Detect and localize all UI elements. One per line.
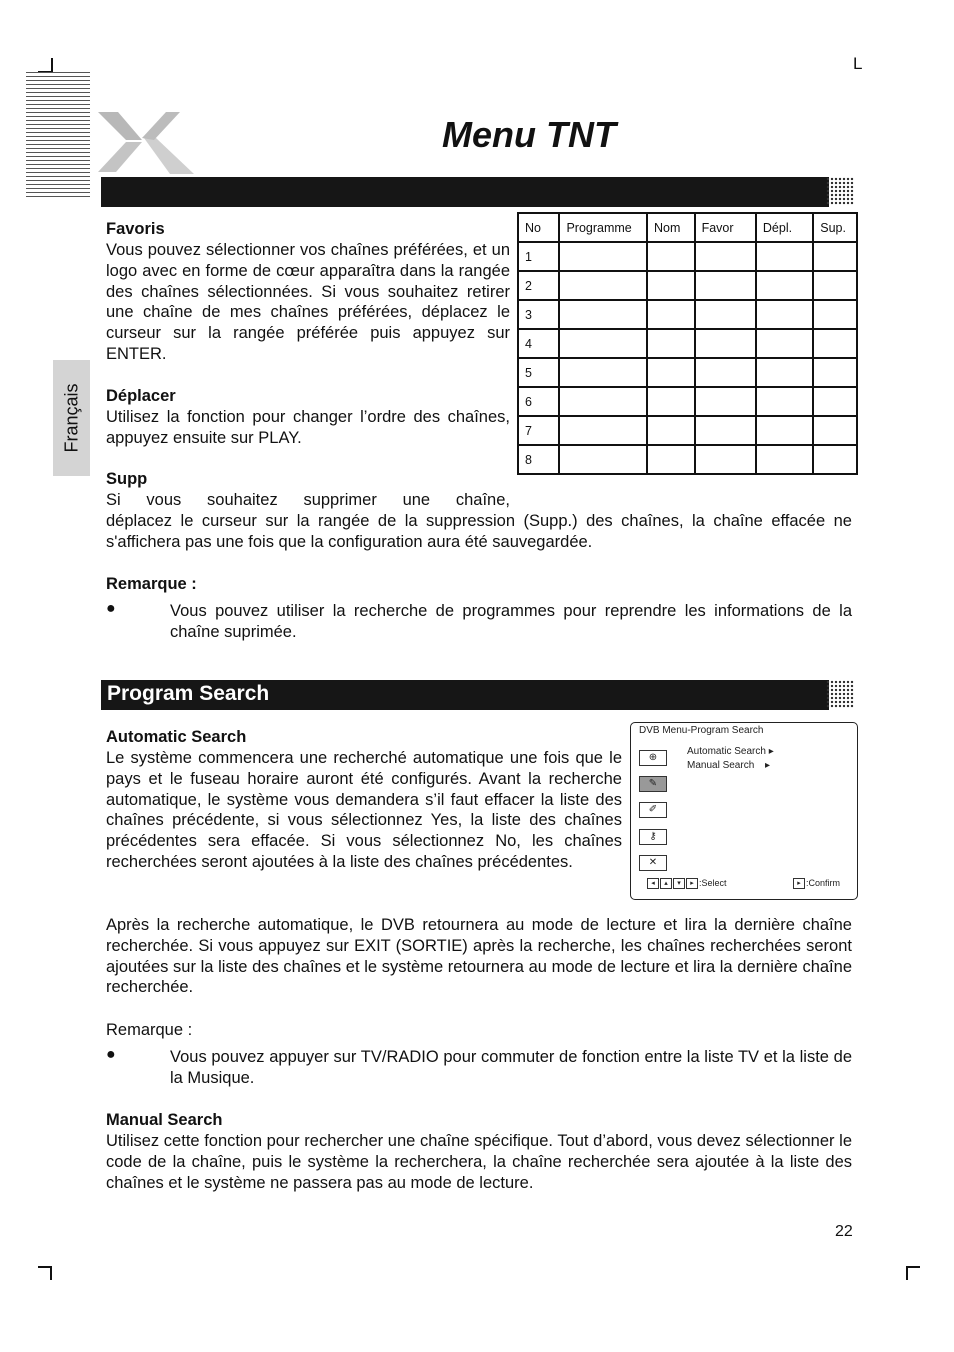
corner-letter: L [853, 54, 863, 73]
deplacer-text: Utilisez la fonction pour changer l’ordre des chaînes, appuyez ensuite sur PLAY. [106, 408, 510, 447]
arrow-up-icon: ▴ [660, 878, 672, 889]
confirm-hint [793, 878, 840, 889]
crop-mark-br-v [906, 1266, 908, 1280]
row-number: 3 [518, 300, 559, 329]
table-row[interactable] [518, 358, 857, 387]
remarque1-text: Vous pouvez utiliser la recherche de programmes pour reprendre les informations de la chaîne suprimée. [170, 602, 852, 641]
remarque2-bullet: ● [106, 1046, 116, 1063]
table-row[interactable] [518, 416, 857, 445]
table-row[interactable] [518, 271, 857, 300]
table-row[interactable] [518, 387, 857, 416]
row-number: 5 [518, 358, 559, 387]
crop-mark-br-h [906, 1266, 920, 1268]
supp-heading: Supp [106, 470, 148, 488]
row-number: 4 [518, 329, 559, 358]
row-number: 8 [518, 445, 559, 474]
decorative-stripes [26, 72, 90, 200]
arrow-down-icon: ▾ [673, 878, 685, 889]
menu-item-label: Automatic Search [687, 746, 766, 757]
remarque2-text: Vous pouvez appuyer sur TV/RADIO pour commuter de fonction entre la liste TV et la liste de la Musique. [170, 1048, 852, 1087]
remarque1-bullet: ● [106, 600, 116, 617]
arrow-left-icon: ◂ [647, 878, 659, 889]
dvb-menu-title: DVB Menu-Program Search [639, 725, 764, 736]
col-header-depl: Dépl. [756, 213, 813, 242]
remarque1-heading: Remarque : [106, 575, 197, 593]
table-row[interactable] [518, 300, 857, 329]
supp-text-line1: Si vous souhaitez supprimer une chaîne, [106, 491, 510, 509]
bar-dots-top [826, 177, 854, 205]
supp-text-rest: déplacez le curseur sur la rangée de la suppression (Supp.) des chaînes, la chaîne effacée ne s'affichera pas une fois que la configuration aura été sauvegardée. [106, 512, 852, 551]
remarque2-heading: Remarque : [106, 1021, 193, 1039]
row-number: 6 [518, 387, 559, 416]
edit-icon[interactable]: ✐ [639, 802, 667, 818]
row-number: 2 [518, 271, 559, 300]
row-number: 1 [518, 242, 559, 271]
menu-item-manual-search[interactable] [687, 760, 770, 771]
wrench-icon[interactable]: ✎ [639, 776, 667, 792]
deplacer-heading: Déplacer [106, 387, 176, 405]
col-header-favor: Favor [695, 213, 756, 242]
table-row[interactable] [518, 242, 857, 271]
menu-item-automatic-search[interactable] [687, 746, 774, 757]
chevron-right-icon: ▸ [765, 760, 771, 771]
manual-search-text: Utilisez cette fonction pour rechercher une chaîne spécifique. Tout d’abord, vous devez sélectionner le code de la chaîne, puis le système la recherchera, la chaîne recherchée sera ajoutée à la liste des chaînes et le système ne passera pas au mode de lecture. [106, 1132, 852, 1192]
crop-mark-bl-v [50, 1266, 52, 1280]
play-icon: ▸ [793, 878, 805, 889]
language-tab-label: Français [61, 383, 81, 453]
automatic-search-text: Le système commencera une recherché automatique une fois que le pays et le fuseau horaire auront été configurés. Avant la recherche automatique, le système vous demandera s’il faut effacer la liste des chaînes précédente, si vous sélectionnez Yes, la liste des chaînes précédentes sera effacée. Si vous sélectionnez No, les chaînes recherchées seront ajoutées à la liste des chaînes précédentes. [106, 749, 622, 871]
section-bar-top [101, 177, 829, 207]
favoris-heading: Favoris [106, 220, 165, 238]
col-header-no: No [518, 213, 559, 242]
col-header-programme: Programme [559, 213, 647, 242]
page-title: Menu TNT [442, 114, 616, 155]
section-bar-program-search [101, 680, 829, 710]
close-icon[interactable]: ✕ [639, 855, 667, 871]
col-header-sup: Sup. [813, 213, 857, 242]
select-hint-label: :Select [699, 878, 727, 888]
table-row[interactable] [518, 329, 857, 358]
globe-icon[interactable]: ⊕ [639, 750, 667, 766]
bar-dots-program-search [826, 680, 854, 708]
key-icon[interactable]: ⚷ [639, 829, 667, 845]
row-number: 7 [518, 416, 559, 445]
page-number: 22 [835, 1223, 853, 1240]
nav-keys-hint [647, 878, 727, 889]
favoris-text: Vous pouvez sélectionner vos chaînes préférées, et un logo avec en forme de cœur apparaîtra dans la rangée des chaînes sélectionnées. Si vous souhaitez retirer une chaîne de mes chaînes préférées, déplacez le curseur sur la rangée préférée puis appuyez sur ENTER. [106, 241, 510, 363]
menu-item-label: Manual Search [687, 760, 755, 771]
channel-table-header-row [518, 213, 857, 242]
channel-table [517, 212, 858, 475]
chevron-right-icon: ▸ [768, 746, 774, 757]
manual-search-heading: Manual Search [106, 1111, 223, 1129]
arrow-right-icon: ▸ [686, 878, 698, 889]
col-header-nom: Nom [647, 213, 695, 242]
dvb-menu-screen [630, 722, 858, 900]
brand-logo-icon [96, 108, 196, 176]
crop-mark-tl-v [51, 58, 53, 72]
automatic-search-heading: Automatic Search [106, 728, 247, 746]
program-search-title: Program Search [107, 682, 270, 705]
language-tab [53, 360, 90, 476]
table-row[interactable] [518, 445, 857, 474]
confirm-hint-label: :Confirm [806, 878, 841, 888]
after-search-text: Après la recherche automatique, le DVB retournera au mode de lecture et lira la dernière chaîne recherchée. Si vous appuyez sur EXIT (SORTIE) après la recherche, les chaînes recherchées seront ajoutées sur la liste des chaînes et le système retournera au mode de lecture et lira la dernière chaîne recherchée. [106, 916, 852, 997]
